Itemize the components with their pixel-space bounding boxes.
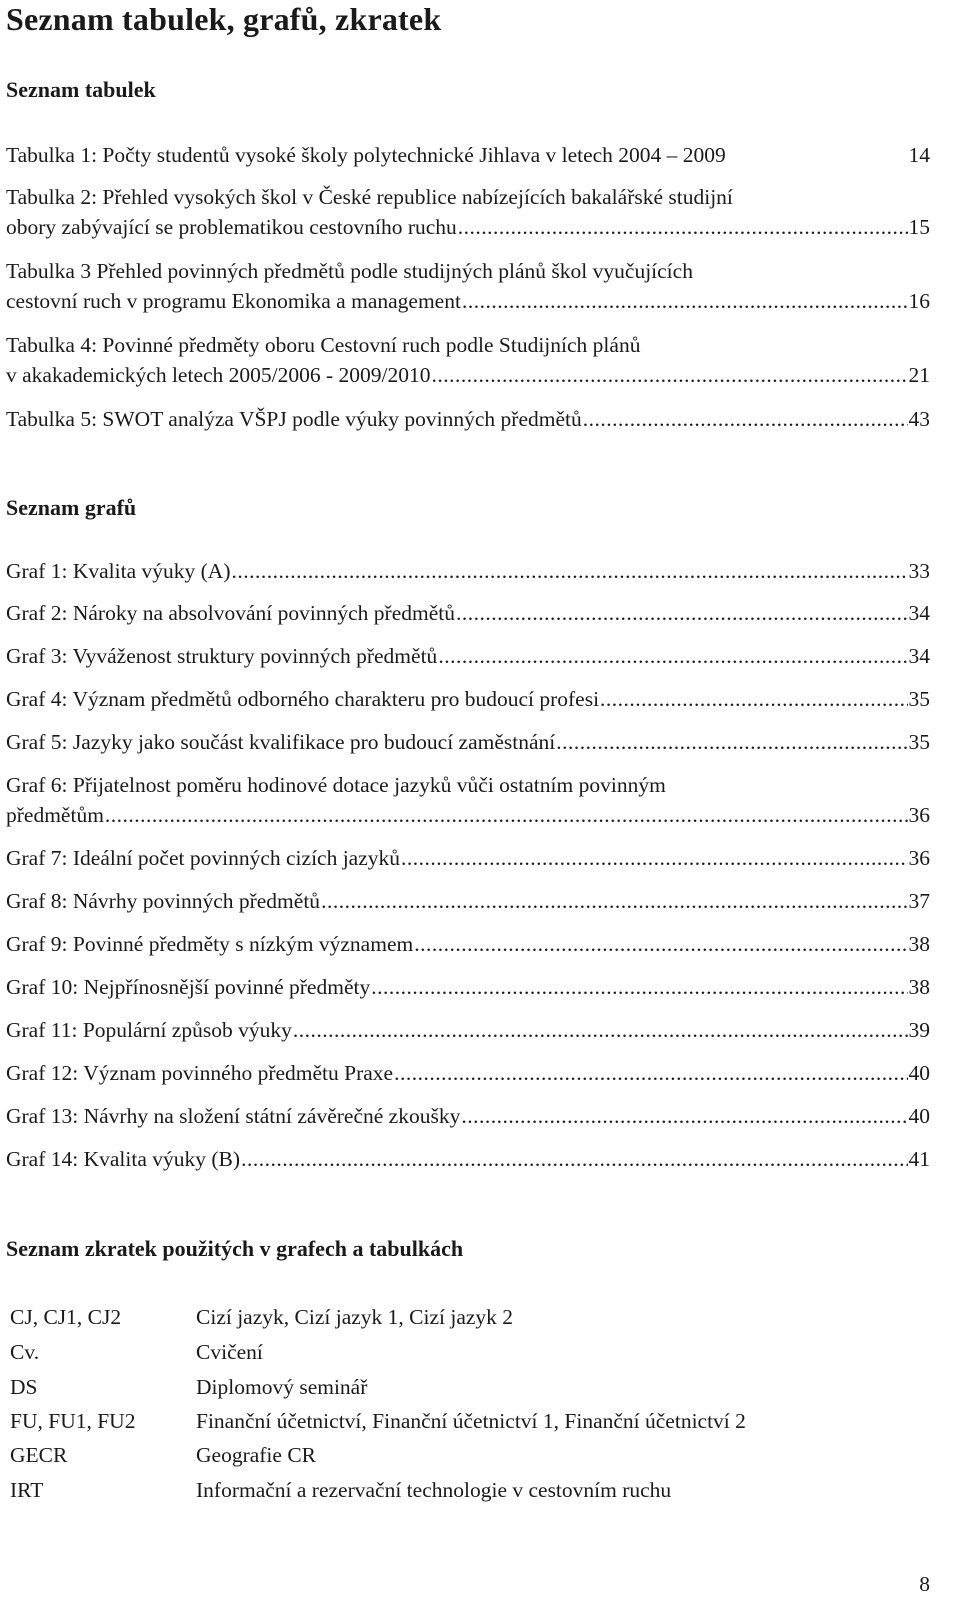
abbreviation-row (10, 1406, 746, 1436)
graph-entry-line: Graf 6: Přijatelnost poměru hodinové dotace jazyků vůči ostatním povinným (6, 773, 666, 797)
abbreviation-key: Cv. (10, 1340, 40, 1364)
tables-heading: Seznam tabulek (6, 77, 156, 102)
abbreviation-key: DS (10, 1375, 38, 1399)
graph-entry-page: 38 (908, 975, 930, 999)
graph-entry (6, 1144, 930, 1174)
abbreviation-row (10, 1337, 263, 1367)
table-entry (6, 140, 930, 170)
graph-entry-page: 34 (908, 601, 930, 625)
page-title: Seznam tabulek, grafů, zkratek (6, 1, 442, 37)
dot-leader (105, 800, 908, 830)
page-number: 8 (919, 1572, 930, 1596)
graph-entry-title: Graf 7: Ideální počet povinných cizích jazyků (6, 846, 401, 870)
table-entry-line: Tabulka 3 Přehled povinných předmětů podle studijných plánů škol vyučujících (6, 259, 693, 283)
abbreviation-row (10, 1475, 671, 1505)
abbreviation-key: GECR (10, 1443, 68, 1467)
graph-entry-title: Graf 3: Vyváženost struktury povinných předmětů (6, 644, 438, 668)
graph-entry (6, 727, 930, 757)
dot-leader (456, 598, 908, 628)
dot-leader (241, 1144, 907, 1174)
dot-leader (401, 843, 907, 873)
graph-entry-title: Graf 1: Kvalita výuky (A) (6, 559, 231, 583)
abbreviation-key: IRT (10, 1478, 44, 1502)
graph-entry-title: Graf 2: Nároky na absolvování povinných předmětů (6, 601, 455, 625)
dot-leader (232, 556, 908, 586)
graph-entry (6, 800, 930, 830)
abbreviation-key: CJ, CJ1, CJ2 (10, 1305, 122, 1329)
dot-leader (583, 404, 908, 434)
abbreviation-value: Cvičení (196, 1340, 263, 1364)
graph-entry-page: 40 (908, 1104, 930, 1128)
dot-leader (293, 1015, 908, 1045)
table-entry-line: Tabulka 4: Povinné předměty oboru Cestovní ruch podle Studijních plánů (6, 333, 641, 357)
dot-leader (371, 972, 907, 1002)
graph-entry-page: 33 (908, 559, 930, 583)
graph-entry-page: 36 (908, 846, 930, 870)
abbreviation-row (10, 1372, 367, 1402)
table-entry-title: v akakademických letech 2005/2006 - 2009/2010 (6, 363, 431, 387)
dot-leader (461, 1101, 907, 1131)
graph-entry (6, 843, 930, 873)
graph-entry-page: 35 (908, 730, 930, 754)
dot-leader (458, 212, 908, 242)
graph-entry-page: 38 (908, 932, 930, 956)
graph-entry (6, 598, 930, 628)
abbreviation-key: FU, FU1, FU2 (10, 1409, 136, 1433)
graph-entry-title: Graf 12: Význam povinného předmětu Praxe (6, 1061, 394, 1085)
table-entry-page: 43 (908, 407, 930, 431)
graph-entry-title: Graf 8: Návrhy povinných předmětů (6, 889, 321, 913)
graph-entry-title: Graf 5: Jazyky jako součást kvalifikace pro budoucí zaměstnání (6, 730, 556, 754)
graph-entry-title: Graf 9: Povinné předměty s nízkým významem (6, 932, 414, 956)
dot-leader (321, 886, 907, 916)
graph-entry (6, 684, 930, 714)
graph-entry-title: Graf 10: Nejpřínosnější povinné předměty (6, 975, 371, 999)
graph-entry (6, 886, 930, 916)
dot-leader (394, 1058, 907, 1088)
table-entry-page: 21 (908, 363, 930, 387)
table-entry-page: 16 (908, 289, 930, 313)
table-entry (6, 212, 930, 242)
table-entry (6, 286, 930, 316)
table-entry-page: 15 (908, 215, 930, 239)
graph-entry-title: Graf 14: Kvalita výuky (B) (6, 1147, 241, 1171)
graph-entry-title: předmětům (6, 803, 104, 827)
graph-entry-page: 40 (908, 1061, 930, 1085)
graphs-heading: Seznam grafů (6, 495, 137, 520)
dot-leader (414, 929, 907, 959)
table-entry (6, 404, 930, 434)
graph-entry (6, 1101, 930, 1131)
dot-leader (432, 360, 908, 390)
table-entry-line: Tabulka 2: Přehled vysokých škol v České republice nabízejících bakalářské studijní (6, 185, 733, 209)
graph-entry (6, 556, 930, 586)
abbreviation-value: Finanční účetnictví, Finanční účetnictví 1, Finanční účetnictví 2 (196, 1409, 746, 1433)
table-entry-page: 14 (908, 143, 930, 167)
graph-entry-page: 41 (908, 1147, 930, 1171)
abbreviation-row (10, 1440, 316, 1470)
graph-entry-title: Graf 11: Populární způsob výuky (6, 1018, 292, 1042)
graph-entry-page: 36 (908, 803, 930, 827)
dot-leader (600, 684, 907, 714)
abbreviation-value: Geografie CR (196, 1443, 317, 1467)
graph-entry (6, 641, 930, 671)
abbreviation-value: Informační a rezervační technologie v cestovním ruchu (196, 1478, 672, 1502)
graph-entry-title: Graf 13: Návrhy na složení státní závěrečné zkoušky (6, 1104, 461, 1128)
abbreviation-value: Cizí jazyk, Cizí jazyk 1, Cizí jazyk 2 (196, 1305, 514, 1329)
table-entry-title: Tabulka 1: Počty studentů vysoké školy polytechnické Jihlava v letech 2004 – 2009 (6, 143, 726, 167)
graph-entry (6, 1058, 930, 1088)
table-entry-title: obory zabývající se problematikou cestovního ruchu (6, 215, 457, 239)
table-entry (6, 360, 930, 390)
table-entry-title: cestovní ruch v programu Ekonomika a management (6, 289, 461, 313)
dot-leader (438, 641, 907, 671)
graph-entry-page: 39 (908, 1018, 930, 1042)
graph-entry (6, 972, 930, 1002)
abbreviations-heading: Seznam zkratek použitých v grafech a tabulkách (6, 1236, 464, 1261)
dot-leader (462, 286, 908, 316)
graph-entry (6, 929, 930, 959)
abbreviation-row (10, 1302, 513, 1332)
graph-entry-page: 34 (908, 644, 930, 668)
abbreviation-value: Diplomový seminář (196, 1375, 368, 1399)
graph-entry-page: 35 (908, 687, 930, 711)
table-entry-title: Tabulka 5: SWOT analýza VŠPJ podle výuky povinných předmětů (6, 407, 582, 431)
graph-entry-title: Graf 4: Význam předmětů odborného charakteru pro budoucí profesi (6, 687, 600, 711)
graph-entry (6, 1015, 930, 1045)
dot-leader (556, 727, 907, 757)
graph-entry-page: 37 (908, 889, 930, 913)
